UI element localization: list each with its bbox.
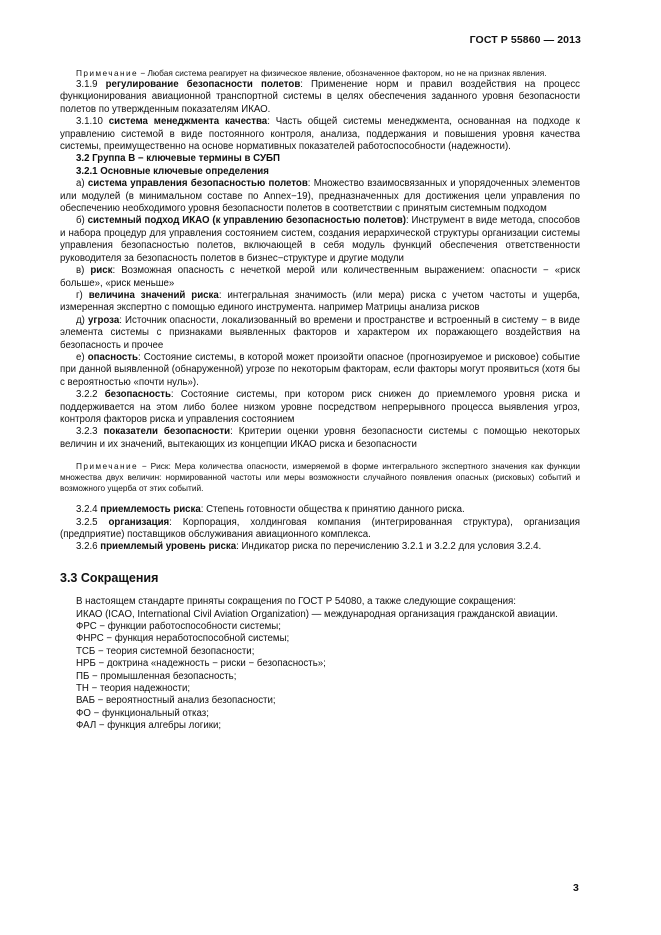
list-item: ФРС − функции работоспособности системы; [76, 621, 281, 633]
heading-text: 3.2.1 Основные ключевые определения [76, 165, 269, 177]
clause-number: 3.1.10 [76, 116, 109, 128]
definition: : Состояние системы, в которой может произойти опасное (прогнозируемое и рисковое) событие при данной выявленной (обнаруженной) угрозе по некоторым факторам, если факторы могут проявиться (хотя бы с вероятностью «почти нуль»). [60, 351, 580, 388]
definition: : Источник опасности, локализованный во времени и пространстве и встроенный в систему − в виде элемента системы с признаками выявленных факторов и характером их поражающего воздействия на безопасность и прочее [60, 314, 580, 351]
clause-3-2-4 [60, 504, 580, 516]
term: приемлемый уровень риска [100, 541, 237, 553]
term: безопасность [104, 389, 171, 401]
definition: : Корпорация, холдинговая компания (интегрированная структура), организация (предприятие) поставщиков обслуживания авиационного комплекса. [60, 516, 581, 540]
term: риск [90, 265, 113, 277]
list-item: ТСБ − теория системной безопасности; [76, 645, 255, 657]
definition-g [60, 290, 580, 315]
list-item: ФО − функциональный отказ; [76, 707, 209, 719]
definition-v [60, 265, 580, 290]
definition-e [60, 352, 580, 389]
spacer [60, 451, 580, 461]
clause-3-2-5 [60, 517, 580, 542]
spacer [60, 494, 580, 504]
term: организация [108, 516, 170, 528]
definition: : Степень готовности общества к принятию данного риска. [200, 504, 465, 516]
term: угроза [88, 314, 120, 326]
definition: : Инструмент в виде метода, способов и набора процедур для управления состоянием систем, создания иерархической структуры организации системы управления безопасностью полетов, включающей в себя модуль функций обеспечения ответственности руководителя за безопасность полетов в бизнес−структуре и другие модули [60, 215, 580, 264]
clause-3-2-3 [60, 426, 580, 451]
clause-number: 3.2.5 [76, 516, 109, 528]
section-3-2-heading [60, 153, 580, 165]
clause-number: 3.2.6 [76, 541, 101, 553]
item-letter: а) [76, 178, 88, 190]
term: регулирование безопасности полетов [105, 79, 301, 90]
definition: : Часть общей системы менеджмента, основанная на подходе к управлению системой в виде постоянного контроля, анализа, поддержания и повышения уровня качества системы, преимущественно на основе нормативных показателей работоспособности (надежности). [60, 116, 580, 153]
definition-a [60, 178, 580, 215]
abbreviation-icao: ИКАО (ICAO, International Civil Aviation Organization) — международная организация гражданской авиации. [76, 608, 558, 620]
abbreviations-intro: В настоящем стандарте приняты сокращения по ГОСТ Р 54080, а также следующие сокращения: [76, 596, 516, 608]
list-item: НРБ − доктрина «надежность − риски − безопасность»; [76, 658, 326, 670]
note-label: Примечание [76, 68, 139, 78]
clause-number: 3.2.4 [76, 504, 101, 516]
definition: : Множество взаимосвязанных и упорядоченных элементов или модулей (в минимальном составе по Annex−19), предназначенных для достижения цели управления по обеспечению необходимого уровня безопасности полетов в соответствии с принятым системным подходом [60, 178, 580, 215]
definition: : Критерии оценки уровня безопасности системы с помощью некоторых величин и их значений, вытекающих из концепции ИКАО риска и безопасности [60, 426, 580, 450]
note-label: Примечание [76, 461, 139, 472]
clause-number: 3.2.3 [76, 426, 104, 438]
clause-number: 3.1.9 [76, 79, 106, 90]
list-item: ФНРС − функция неработоспособной системы; [76, 633, 290, 645]
clause-3-2-6 [60, 541, 580, 553]
section-3-3-heading: 3.3 Сокращения [60, 570, 159, 585]
clause-3-2-2 [60, 389, 580, 426]
definition: : Состояние системы, при котором риск снижен до приемлемого уровня риска и поддерживается на этом либо более низком уровне посредством непрерывного процесса выявления угроз, контроля факторов риска и управления состоянием [60, 389, 580, 425]
definition: : Возможная опасность с нечеткой мерой или количественным выражением: опасности − «риск больше», «риск меньше» [60, 265, 580, 289]
term: приемлемость риска [100, 504, 201, 516]
clause-3-1-10 [60, 116, 580, 153]
definition-d [60, 315, 580, 352]
term: величина значений риска [88, 289, 219, 301]
clause-number: 3.2.2 [76, 389, 105, 401]
heading-text: 3.2 Группа В − ключевые термины в СУБП [76, 153, 280, 165]
document-body [60, 68, 580, 733]
note-2 [60, 461, 580, 494]
item-letter: в) [76, 265, 91, 277]
item-letter: г) [76, 289, 89, 301]
section-3-2-1-heading [60, 166, 580, 178]
note-1 [60, 68, 580, 79]
page-number: 3 [573, 882, 579, 894]
note-text: − Риск: Мера количества опасности, измеряемой в форме интегрального экспертного значения как функции множества двух величин: нормированной частоты или меры возможности случайного появления опасных (рисковых) событий и возможного ущерба от этих событий. [60, 461, 580, 494]
list-item: ПБ − промышленная безопасность; [76, 670, 237, 682]
document-header: ГОСТ Р 55860 — 2013 [469, 34, 581, 46]
list-item: ФАЛ − функция алгебры логики; [76, 720, 222, 732]
definition-b [60, 215, 580, 265]
item-letter: е) [76, 351, 88, 363]
term: системный подход ИКАО (к управлению безопасностью полетов) [87, 215, 406, 227]
list-item: ТН − теория надежности; [76, 683, 191, 695]
definition: : Применение норм и правил воздействия на процесс функционирования авиационной транспортной системы в целях обеспечения заданного уровня безопасности полетов по утвержденным показателям ИКАО. [60, 79, 581, 115]
note-text: − Любая система реагирует на физическое явление, обозначенное фактором, но не на признак явления. [138, 68, 547, 78]
definition: : Индикатор риска по перечислению 3.2.1 и 3.2.2 для условия 3.2.4. [236, 541, 542, 553]
clause-3-1-9 [60, 79, 580, 116]
term: показатели безопасности [103, 426, 231, 438]
term: система управления безопасностью полетов [87, 178, 308, 190]
term: опасность [87, 351, 138, 363]
term: система менеджмента качества [108, 116, 268, 128]
definition: : интегральная значимость (или мера) риска с учетом частоты и ущерба, измеренная экспертно с помощью единого инструмента. например Матрицы анализа рисков [60, 289, 581, 314]
abbreviation-list [60, 621, 580, 733]
list-item: ВАБ − вероятностный анализ безопасности; [76, 695, 276, 707]
item-letter: б) [76, 215, 88, 227]
item-letter: д) [76, 314, 89, 326]
